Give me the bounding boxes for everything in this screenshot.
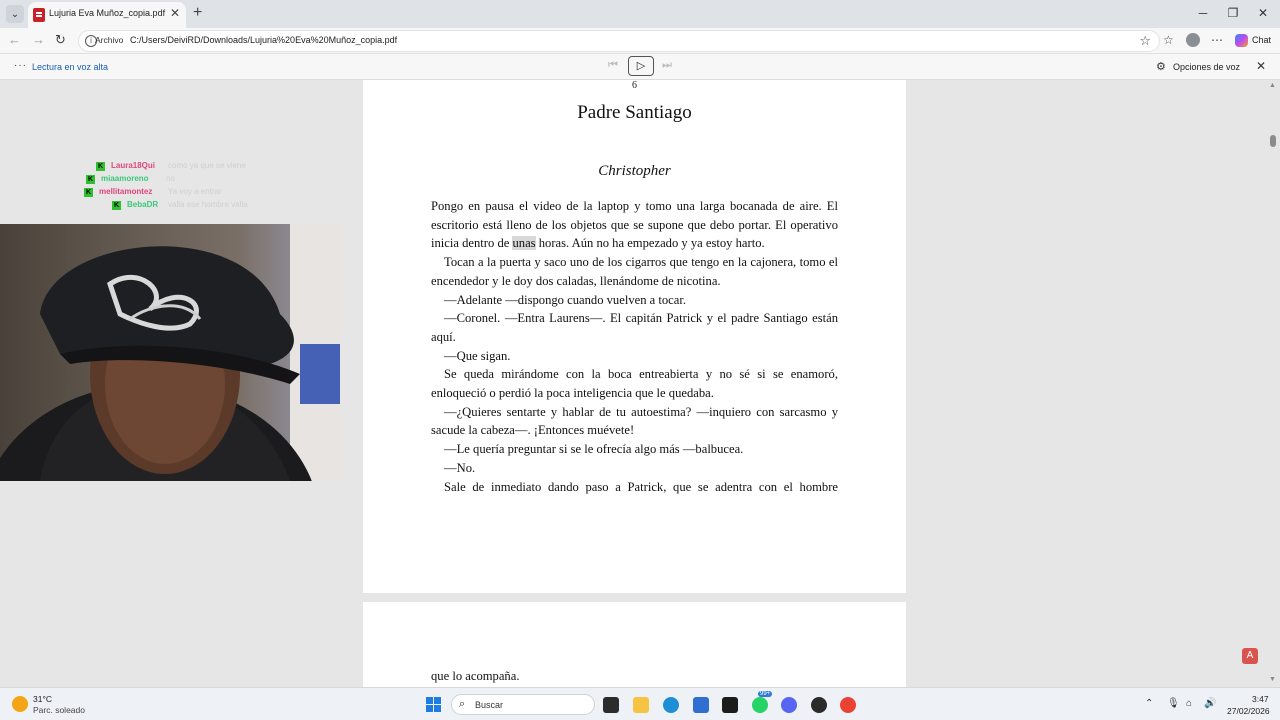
tab-title: Lujuria Eva Muñoz_copia.pdf: [49, 8, 166, 18]
tab-actions-menu-button[interactable]: [6, 5, 24, 23]
restore-icon[interactable]: ❐: [1227, 6, 1239, 20]
chat-message: [80, 199, 340, 212]
chapter-title: Padre Santiago: [577, 102, 692, 123]
chapter-pov: Christopher: [598, 163, 671, 179]
volume-icon[interactable]: 🔊: [1204, 698, 1217, 709]
chat-text: como ya que se viene: [168, 161, 246, 170]
adobe-acrobat-icon[interactable]: A: [1242, 648, 1258, 664]
obs-icon[interactable]: [811, 697, 827, 713]
next-paragraph-icon[interactable]: ⏭: [662, 59, 672, 71]
paragraph: —¿Quieres sentarte y hablar de tu autoestima? —inquiero con sarcasmo y sacude la cabeza—. ¡Entonces muévete!: [431, 404, 838, 438]
profile-avatar[interactable]: [1186, 33, 1200, 47]
weather-temperature[interactable]: 31°C: [33, 694, 52, 704]
stream-chat-overlay: [80, 160, 340, 212]
voice-options-icon[interactable]: ⚙: [1156, 61, 1166, 73]
tab-bar: [0, 0, 1280, 28]
paragraph: —Le quería preguntar si se le ofrecía algo más —balbucea.: [444, 442, 744, 457]
weather-sun-icon[interactable]: [12, 696, 28, 712]
voice-options-button[interactable]: Opciones de voz: [1173, 62, 1241, 72]
paragraph: Se queda mirándome con la boca entreabierta y no sé si se enamoró, enloqueció o perdió la poca inteligencia que le quedaba.: [431, 367, 838, 401]
search-icon: ⌕: [459, 698, 466, 710]
windows-start-icon[interactable]: [426, 697, 441, 712]
chat-username: miaamoreno: [101, 174, 149, 183]
network-icon[interactable]: ⌂: [1186, 698, 1193, 709]
pdf-icon: [33, 8, 45, 22]
chat-text: Ya voy a entrar: [168, 187, 222, 196]
scroll-thumb[interactable]: [1270, 135, 1276, 147]
paragraph: —Adelante —dispongo cuando vuelven a tocar.: [444, 292, 687, 307]
pdf-page: [363, 602, 906, 687]
close-tab-icon[interactable]: ✕: [169, 6, 180, 20]
webcam-feed: [0, 224, 340, 481]
clock-time[interactable]: 3:47: [1252, 694, 1269, 704]
more-menu-icon[interactable]: ⋯: [1211, 33, 1223, 47]
minimize-icon[interactable]: ─: [1198, 6, 1208, 20]
clock-date[interactable]: 27/02/2026: [1227, 706, 1270, 716]
copilot-icon[interactable]: [1235, 34, 1248, 47]
scroll-up-icon[interactable]: ▲: [1269, 82, 1276, 89]
task-view-icon[interactable]: [603, 697, 619, 713]
chat-message: [80, 160, 340, 173]
taskbar-search-box[interactable]: [451, 694, 595, 715]
microphone-icon[interactable]: 🎙: [1167, 698, 1180, 709]
chat-text: no: [166, 174, 175, 183]
url-text[interactable]: C:/Users/DeiviRD/Downloads/Lujuria%20Eva%20Muñoz_copia.pdf: [130, 35, 398, 45]
capcut-icon[interactable]: [722, 697, 738, 713]
microsoft-store-icon[interactable]: [693, 697, 709, 713]
close-read-aloud-icon[interactable]: ✕: [1256, 59, 1267, 73]
chat-username: mellitamontez: [99, 187, 153, 196]
forward-icon[interactable]: →: [32, 32, 45, 47]
whatsapp-badge: 99+: [760, 691, 771, 697]
search-placeholder: Buscar: [475, 700, 504, 710]
discord-icon[interactable]: [781, 697, 797, 713]
paragraph: Tocan a la puerta y saco uno de los cigarros que tengo en la cajonera, tomo el encendedor y le doy dos caladas, llenándome de nicotina.: [431, 255, 838, 288]
paragraph: Sale de inmediato dando paso a Patrick, que se adentra con el hombre: [444, 479, 838, 494]
paragraph: —Que sigan.: [444, 348, 511, 363]
close-window-icon[interactable]: ✕: [1257, 6, 1269, 20]
pdf-page: [363, 80, 906, 593]
scrollbar[interactable]: [1268, 80, 1278, 687]
scroll-down-icon[interactable]: ▼: [1269, 676, 1276, 683]
taskbar: [0, 687, 1280, 720]
paragraph: Pongo en pausa el video de la laptop y tomo una larga bocanada de aire. El escritorio está lleno de los objetos que se supone que debo portar. El operativo inicia dentro de unas horas. Aún no ha empezado y ya estoy harto.: [431, 199, 838, 251]
chat-username: Laura18Qui: [111, 161, 156, 170]
kick-badge-icon: K: [97, 163, 104, 170]
refresh-icon[interactable]: ↻: [55, 32, 66, 47]
kick-badge-icon: K: [85, 189, 92, 196]
chat-username: BebaDR: [127, 200, 159, 209]
read-aloud-toolbar: [0, 54, 1280, 80]
chrome-icon[interactable]: [840, 697, 856, 713]
file-explorer-icon[interactable]: [633, 697, 649, 713]
new-tab-button[interactable]: +: [193, 4, 203, 21]
url-field[interactable]: [78, 30, 1160, 52]
favorite-star-icon[interactable]: ☆: [1139, 33, 1151, 48]
info-icon[interactable]: i: [85, 35, 97, 47]
paragraph: —No.: [444, 460, 476, 475]
previous-paragraph-icon[interactable]: ⏮: [608, 59, 618, 71]
chat-message: [80, 186, 340, 199]
favorites-icon[interactable]: ☆: [1163, 33, 1174, 47]
chat-message: [80, 173, 340, 186]
read-aloud-label: Lectura en voz alta: [32, 62, 109, 72]
kick-badge-icon: K: [113, 202, 120, 209]
show-hidden-icons-icon[interactable]: ⌃: [1145, 698, 1154, 709]
kick-badge-icon: K: [87, 176, 94, 183]
paragraph: —Coronel. —Entra Laurens—. El capitán Patrick y el padre Santiago están aquí.: [431, 311, 838, 344]
edge-icon[interactable]: [663, 697, 679, 713]
paragraph: que lo acompaña.: [431, 669, 520, 683]
page-number: 6: [632, 80, 637, 91]
whatsapp-icon[interactable]: [752, 697, 768, 713]
browser-tab[interactable]: [28, 2, 186, 28]
more-options-icon[interactable]: ···: [14, 60, 27, 71]
chat-text: valla ese hombre valla: [168, 200, 248, 209]
read-aloud-highlight: unas: [512, 236, 536, 251]
play-button[interactable]: ▷: [628, 56, 654, 76]
back-icon[interactable]: ←: [8, 32, 21, 47]
chevron-down-icon: ⌄: [10, 8, 20, 20]
page-body: [431, 197, 838, 496]
chat-button[interactable]: Chat: [1252, 35, 1272, 45]
file-chip: Archivo: [95, 35, 124, 45]
webcam-image: [0, 224, 340, 481]
address-bar: [0, 28, 1280, 54]
weather-description[interactable]: Parc. soleado: [33, 705, 85, 715]
